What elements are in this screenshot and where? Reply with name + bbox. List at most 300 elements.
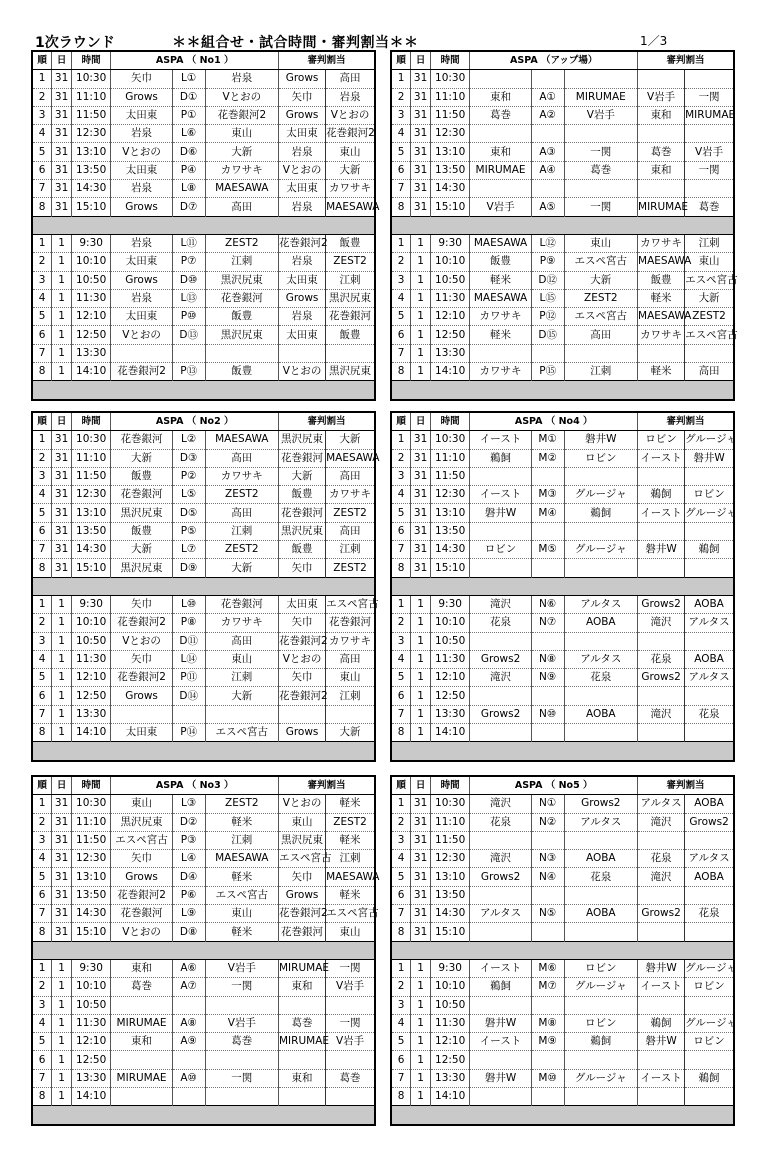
- table-row: [32, 234, 375, 252]
- match-day: 31: [52, 504, 72, 522]
- home-team: V岩手: [470, 198, 531, 216]
- referee-2: ZEST2: [326, 504, 375, 522]
- referee-1: 滝沢: [638, 813, 685, 831]
- referee-1: Grows2: [638, 905, 685, 923]
- match-day: 1: [411, 614, 431, 632]
- table-row: [391, 449, 734, 467]
- page-number: 1／3: [640, 34, 668, 48]
- match-code: P⑪: [172, 669, 205, 687]
- referee-2: 軽米: [326, 795, 375, 813]
- match-time: 12:50: [71, 687, 110, 705]
- referee-1: 黒沢尻東: [279, 831, 326, 849]
- referee-2: 高田: [326, 467, 375, 485]
- match-code: [172, 996, 205, 1014]
- match-order: 4: [391, 125, 411, 143]
- table-row: [391, 650, 734, 668]
- match-code: A③: [531, 143, 564, 161]
- referee-1: 鵜飼: [638, 1014, 685, 1032]
- referee-1: 黒沢尻東: [279, 431, 326, 449]
- home-team: [470, 344, 531, 362]
- match-time: 10:30: [430, 70, 469, 88]
- referee-2: ZEST2: [326, 559, 375, 577]
- referee-1: [638, 1088, 685, 1106]
- table-row: [32, 614, 375, 632]
- match-time: 14:10: [430, 1088, 469, 1106]
- referee-2: グルージャ: [685, 959, 734, 977]
- match-time: 13:10: [71, 143, 110, 161]
- referee-2: アルタス: [685, 850, 734, 868]
- match-code: P④: [172, 161, 205, 179]
- column-header-time: 時間: [71, 776, 110, 795]
- match-order: 3: [32, 996, 52, 1014]
- home-team: Grows2: [470, 868, 531, 886]
- referee-2: 一関: [685, 161, 734, 179]
- match-day: 1: [52, 1069, 72, 1087]
- match-order: 4: [32, 850, 52, 868]
- match-time: 11:10: [71, 449, 110, 467]
- table-row: [32, 363, 375, 381]
- referee-1: 矢巾: [279, 88, 326, 106]
- match-code: L③: [172, 795, 205, 813]
- match-order: 1: [391, 234, 411, 252]
- table-row: [391, 522, 734, 540]
- table-row: [32, 449, 375, 467]
- match-time: 9:30: [430, 595, 469, 613]
- away-team: 黒沢尻東: [205, 326, 278, 344]
- match-day: 31: [52, 868, 72, 886]
- match-order: 5: [391, 868, 411, 886]
- home-team: 鵜飼: [470, 449, 531, 467]
- match-code: [531, 522, 564, 540]
- referee-2: 高田: [326, 70, 375, 88]
- match-day: 1: [411, 996, 431, 1014]
- match-order: 8: [32, 559, 52, 577]
- referee-1: 太田東: [279, 326, 326, 344]
- table-row: [32, 559, 375, 577]
- column-header-referees: 審判割当: [279, 51, 376, 70]
- referee-2: [685, 886, 734, 904]
- referee-2: 磐井W: [685, 449, 734, 467]
- away-team: ZEST2: [205, 486, 278, 504]
- home-team: 花巻銀河: [111, 486, 172, 504]
- match-order: 7: [391, 905, 411, 923]
- table-row: [391, 431, 734, 449]
- referee-1: 岩泉: [279, 143, 326, 161]
- table-row: [32, 1051, 375, 1069]
- referee-1: 花巻銀河2: [279, 234, 326, 252]
- match-day: 31: [411, 180, 431, 198]
- referee-1: 太田東: [279, 271, 326, 289]
- referee-2: V岩手: [685, 143, 734, 161]
- match-time: 10:50: [430, 632, 469, 650]
- referee-2: 高田: [326, 522, 375, 540]
- home-team: MAESAWA: [470, 289, 531, 307]
- away-team: 鵜飼: [564, 504, 637, 522]
- match-day: 1: [411, 1033, 431, 1051]
- match-day: 31: [52, 70, 72, 88]
- match-day: 31: [52, 431, 72, 449]
- referee-2: V岩手: [326, 1033, 375, 1051]
- referee-1: [279, 705, 326, 723]
- referee-2: 花泉: [685, 705, 734, 723]
- home-team: 矢巾: [111, 595, 172, 613]
- referee-2: MIRUMAE: [685, 106, 734, 124]
- table-row: [391, 344, 734, 362]
- referee-2: カワサキ: [326, 632, 375, 650]
- referee-1: 黒沢尻東: [279, 522, 326, 540]
- match-order: 4: [391, 650, 411, 668]
- match-order: 6: [32, 886, 52, 904]
- table-row: [391, 669, 734, 687]
- match-order: 6: [32, 1051, 52, 1069]
- column-header-order: 順: [391, 51, 411, 70]
- match-time: 13:30: [71, 344, 110, 362]
- table-row: [391, 923, 734, 941]
- match-code: A⑤: [531, 198, 564, 216]
- table-row: [32, 70, 375, 88]
- away-team: Grows2: [564, 795, 637, 813]
- home-team: カワサキ: [470, 363, 531, 381]
- table-row: [391, 504, 734, 522]
- match-code: A④: [531, 161, 564, 179]
- table-row: [32, 431, 375, 449]
- table-row: [391, 724, 734, 742]
- match-code: A⑧: [172, 1014, 205, 1032]
- table-row: [391, 1051, 734, 1069]
- referee-1: [638, 344, 685, 362]
- referee-2: 一関: [326, 1014, 375, 1032]
- match-code: A⑨: [172, 1033, 205, 1051]
- match-time: 11:50: [430, 106, 469, 124]
- referee-2: [685, 467, 734, 485]
- away-team: [564, 1051, 637, 1069]
- referee-1: 矢巾: [279, 868, 326, 886]
- referee-1: 岩泉: [279, 253, 326, 271]
- match-code: L⑦: [172, 541, 205, 559]
- referee-1: Vとおの: [279, 795, 326, 813]
- away-team: 軽米: [205, 923, 278, 941]
- home-team: Vとおの: [111, 923, 172, 941]
- away-team: アルタス: [564, 813, 637, 831]
- match-order: 1: [391, 795, 411, 813]
- column-header-order: 順: [32, 51, 52, 70]
- match-time: 14:30: [71, 541, 110, 559]
- match-order: 6: [391, 326, 411, 344]
- match-day: 1: [52, 614, 72, 632]
- away-team: 岩泉: [205, 70, 278, 88]
- away-team: 一関: [205, 1069, 278, 1087]
- away-team: 一関: [205, 978, 278, 996]
- home-team: [470, 996, 531, 1014]
- referee-2: ZEST2: [326, 253, 375, 271]
- match-order: 1: [32, 234, 52, 252]
- home-team: 黒沢尻東: [111, 504, 172, 522]
- match-code: P⑦: [172, 253, 205, 271]
- referee-2: ロビン: [685, 978, 734, 996]
- match-day: 1: [52, 253, 72, 271]
- referee-1: [279, 1051, 326, 1069]
- match-time: 13:50: [71, 161, 110, 179]
- match-code: [531, 724, 564, 742]
- match-time: 11:30: [430, 650, 469, 668]
- table-row: [32, 850, 375, 868]
- away-team: 高田: [205, 198, 278, 216]
- referee-2: [326, 705, 375, 723]
- away-team: 大新: [205, 559, 278, 577]
- referee-1: [638, 467, 685, 485]
- match-time: 15:10: [71, 559, 110, 577]
- away-team: グルージャ: [564, 1069, 637, 1087]
- referee-2: [685, 632, 734, 650]
- home-team: 花泉: [470, 813, 531, 831]
- referee-1: 東和: [279, 1069, 326, 1087]
- referee-2: [685, 180, 734, 198]
- match-code: L②: [172, 431, 205, 449]
- match-time: 14:10: [71, 363, 110, 381]
- match-order: 3: [391, 831, 411, 849]
- match-order: 5: [32, 308, 52, 326]
- section-divider: [391, 941, 734, 959]
- table-row: [391, 541, 734, 559]
- referee-2: AOBA: [685, 650, 734, 668]
- referee-2: 鵜飼: [685, 1069, 734, 1087]
- match-time: 9:30: [430, 234, 469, 252]
- column-header-time: 時間: [71, 51, 110, 70]
- match-time: 13:30: [71, 705, 110, 723]
- table-row: [32, 1069, 375, 1087]
- match-order: 4: [32, 289, 52, 307]
- match-code: D⑨: [172, 559, 205, 577]
- match-day: 1: [411, 234, 431, 252]
- referee-2: 一関: [685, 88, 734, 106]
- table-row: [391, 831, 734, 849]
- referee-2: ロビン: [685, 1033, 734, 1051]
- table-row: [32, 650, 375, 668]
- referee-2: [685, 125, 734, 143]
- table-row: [32, 905, 375, 923]
- table-row: [391, 632, 734, 650]
- referee-2: [685, 724, 734, 742]
- column-header-time: 時間: [430, 412, 469, 431]
- home-team: 軽米: [470, 271, 531, 289]
- referee-1: [638, 687, 685, 705]
- home-team: 鵜飼: [470, 978, 531, 996]
- match-code: D⑤: [172, 504, 205, 522]
- match-day: 1: [411, 271, 431, 289]
- divider-cell: [391, 216, 734, 234]
- home-team: [470, 724, 531, 742]
- match-order: 8: [391, 198, 411, 216]
- home-team: 太田東: [111, 161, 172, 179]
- referee-1: [638, 831, 685, 849]
- table-row: [391, 289, 734, 307]
- match-code: P②: [172, 467, 205, 485]
- match-time: 12:30: [71, 850, 110, 868]
- table-header-row: [32, 412, 375, 431]
- away-team: 花泉: [564, 669, 637, 687]
- referee-2: エスペ宮古: [685, 326, 734, 344]
- section-divider: [391, 381, 734, 400]
- referee-1: [279, 1088, 326, 1106]
- match-day: 31: [411, 161, 431, 179]
- away-team: カワサキ: [205, 614, 278, 632]
- match-day: 1: [52, 959, 72, 977]
- match-day: 31: [411, 467, 431, 485]
- match-time: 15:10: [430, 559, 469, 577]
- referee-1: 太田東: [279, 180, 326, 198]
- match-code: [531, 467, 564, 485]
- match-code: L⑭: [172, 650, 205, 668]
- match-time: 14:30: [71, 180, 110, 198]
- match-time: 9:30: [71, 595, 110, 613]
- table-row: [32, 1014, 375, 1032]
- match-code: L⑫: [531, 234, 564, 252]
- match-day: 1: [52, 1051, 72, 1069]
- match-order: 1: [391, 959, 411, 977]
- referee-1: 矢巾: [279, 614, 326, 632]
- match-code: P⑬: [172, 363, 205, 381]
- referee-2: 花巻銀河: [326, 308, 375, 326]
- table-row: [391, 559, 734, 577]
- table-header-row: [32, 51, 375, 70]
- referee-1: Grows2: [638, 669, 685, 687]
- home-team: 滝沢: [470, 669, 531, 687]
- match-time: 12:30: [430, 850, 469, 868]
- table-row: [391, 996, 734, 1014]
- match-day: 31: [52, 161, 72, 179]
- match-order: 6: [32, 522, 52, 540]
- away-team: 江刺: [564, 363, 637, 381]
- referee-1: 東和: [638, 161, 685, 179]
- away-team: 高田: [205, 632, 278, 650]
- match-time: 12:10: [71, 669, 110, 687]
- away-team: 東山: [205, 905, 278, 923]
- match-day: 1: [52, 724, 72, 742]
- referee-2: 花泉: [685, 905, 734, 923]
- home-team: MAESAWA: [470, 234, 531, 252]
- home-team: Grows: [111, 868, 172, 886]
- referee-2: [685, 923, 734, 941]
- referee-1: エスペ宮古: [279, 850, 326, 868]
- match-day: 31: [411, 198, 431, 216]
- referee-1: 花巻銀河2: [279, 905, 326, 923]
- match-code: L⑧: [172, 180, 205, 198]
- home-team: 花巻銀河: [111, 431, 172, 449]
- table-row: [32, 161, 375, 179]
- match-order: 7: [32, 541, 52, 559]
- table-row: [32, 595, 375, 613]
- table-row: [391, 1088, 734, 1106]
- away-team: [564, 632, 637, 650]
- referee-2: グルージャ: [685, 1014, 734, 1032]
- referee-2: AOBA: [685, 595, 734, 613]
- match-day: 1: [52, 687, 72, 705]
- referee-1: [638, 632, 685, 650]
- match-time: 12:10: [71, 1033, 110, 1051]
- match-order: 1: [391, 70, 411, 88]
- home-team: 軽米: [470, 326, 531, 344]
- away-team: グルージャ: [564, 978, 637, 996]
- match-time: 11:30: [71, 289, 110, 307]
- match-day: 1: [411, 632, 431, 650]
- home-team: 黒沢尻東: [111, 813, 172, 831]
- table-row: [32, 467, 375, 485]
- court-title: ASPA （ No2 ）: [111, 412, 279, 431]
- match-order: 4: [32, 486, 52, 504]
- court-title: ASPA （ No5 ）: [470, 776, 638, 795]
- table-row: [32, 813, 375, 831]
- match-code: N⑧: [531, 650, 564, 668]
- home-team: Grows2: [470, 705, 531, 723]
- match-code: N②: [531, 813, 564, 831]
- referee-2: MAESAWA: [326, 449, 375, 467]
- match-order: 7: [391, 344, 411, 362]
- away-team: AOBA: [564, 905, 637, 923]
- match-time: 10:30: [430, 795, 469, 813]
- match-code: M⑧: [531, 1014, 564, 1032]
- referee-1: 東和: [638, 106, 685, 124]
- match-time: 11:50: [71, 106, 110, 124]
- home-team: Grows: [111, 198, 172, 216]
- divider-cell: [32, 742, 375, 761]
- match-code: M⑥: [531, 959, 564, 977]
- table-row: [391, 1014, 734, 1032]
- match-code: A⑥: [172, 959, 205, 977]
- referee-1: カワサキ: [638, 234, 685, 252]
- match-time: 10:10: [71, 253, 110, 271]
- home-team: 太田東: [111, 308, 172, 326]
- match-time: 10:30: [71, 795, 110, 813]
- table-row: [391, 271, 734, 289]
- match-code: P⑩: [172, 308, 205, 326]
- match-order: 1: [391, 595, 411, 613]
- referee-2: エスペ宮古: [326, 905, 375, 923]
- table-row: [391, 70, 734, 88]
- home-team: MIRUMAE: [111, 1014, 172, 1032]
- match-order: 1: [32, 795, 52, 813]
- away-team: アルタス: [564, 595, 637, 613]
- match-time: 14:10: [430, 363, 469, 381]
- referee-2: V岩手: [326, 978, 375, 996]
- referee-2: ロビン: [685, 486, 734, 504]
- match-order: 2: [391, 88, 411, 106]
- match-order: 6: [32, 161, 52, 179]
- match-order: 4: [32, 1014, 52, 1032]
- home-team: 花巻銀河2: [111, 363, 172, 381]
- match-day: 31: [52, 831, 72, 849]
- table-row: [391, 106, 734, 124]
- table-row: [391, 1033, 734, 1051]
- referee-1: 大新: [279, 467, 326, 485]
- match-code: L⑪: [172, 234, 205, 252]
- away-team: 飯豊: [205, 308, 278, 326]
- away-team: 鵜飼: [564, 1033, 637, 1051]
- table-row: [32, 705, 375, 723]
- match-day: 31: [411, 886, 431, 904]
- table-row: [32, 125, 375, 143]
- home-team: 花巻銀河: [111, 905, 172, 923]
- referee-1: Vとおの: [279, 161, 326, 179]
- column-header-order: 順: [391, 412, 411, 431]
- table-header-row: [32, 776, 375, 795]
- referee-1: イースト: [638, 1069, 685, 1087]
- match-day: 31: [52, 125, 72, 143]
- table-row: [391, 308, 734, 326]
- referee-1: ロビン: [638, 431, 685, 449]
- referee-2: 花巻銀河: [326, 614, 375, 632]
- match-code: A②: [531, 106, 564, 124]
- match-order: 6: [391, 1051, 411, 1069]
